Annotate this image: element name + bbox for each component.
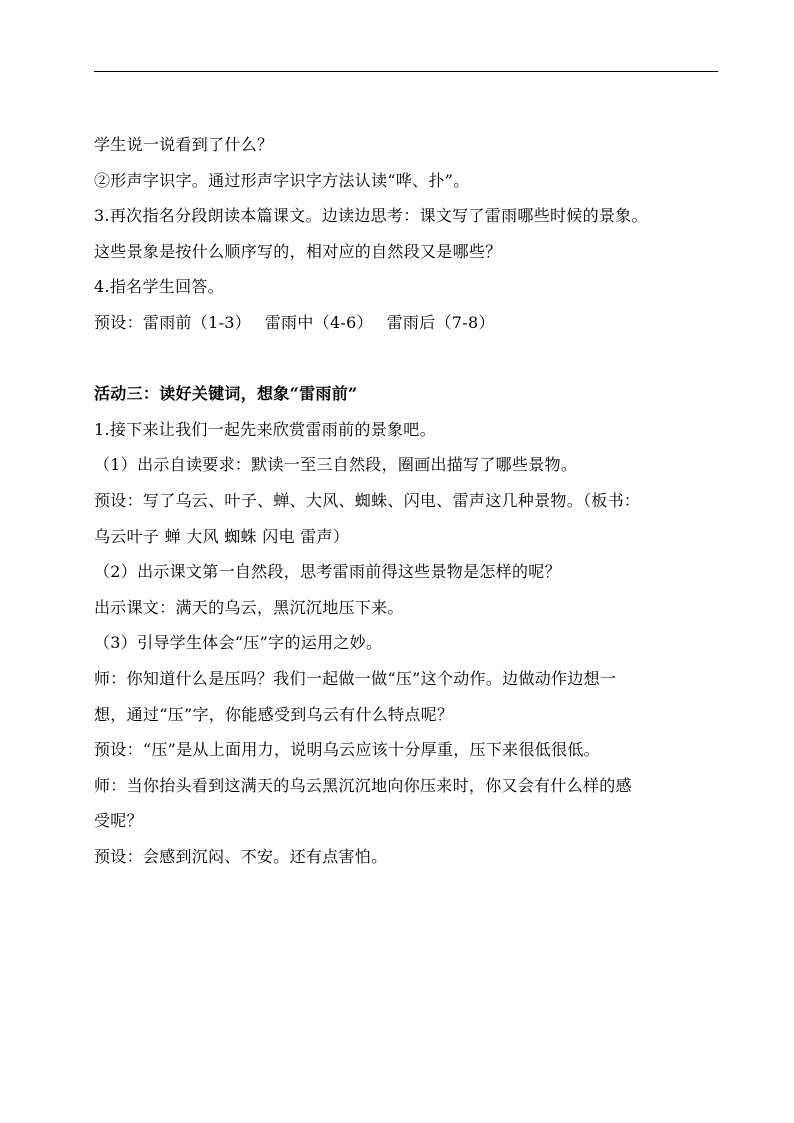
paragraph-line: （3）引导学生体会“压”字的运用之妙。 [94, 633, 383, 653]
paragraph-line: 预设：雷雨前（1-3） 雷雨中（4-6） 雷雨后（7-8） [94, 312, 495, 332]
paragraph-line: 乌云叶子 蝉 大风 蜘蛛 闪电 雷声） [94, 526, 350, 546]
paragraph-line: 预设：写了乌云、叶子、蝉、大风、蜘蛛、闪电、雷声这几种景物。（板书： [94, 490, 641, 510]
paragraph-line: 3.再次指名分段朗读本篇课文。边读边思考：课文写了雷雨哪些时候的景象。 [94, 206, 648, 226]
paragraph-line: 师：你知道什么是压吗？我们一起做一做“压”这个动作。边做动作边想一 [94, 668, 617, 688]
paragraph-line: ②形声字识字。通过形声字识字方法认读“哗、扑”。 [94, 170, 470, 190]
document-body [94, 127, 724, 874]
paragraph-line: 4.指名学生回答。 [94, 277, 224, 297]
paragraph-line: 出示课文：满天的乌云，黑沉沉地压下来。 [94, 597, 404, 617]
paragraph-line: 预设：会感到沉闷、不安。还有点害怕。 [94, 846, 388, 866]
header-rule [94, 71, 718, 72]
section-heading: 活动三：读好关键词，想象“雷雨前” [94, 384, 358, 404]
blank-line [94, 341, 724, 377]
paragraph-line: 受呢？ [94, 811, 143, 831]
paragraph-line: 师：当你抬头看到这满天的乌云黑沉沉地向你压来时，你又会有什么样的感 [94, 775, 632, 795]
paragraph-line: 1.接下来让我们一起先来欣赏雷雨前的景象吧。 [94, 419, 436, 439]
paragraph-line: （1）出示自读要求：默读一至三自然段，圈画出描写了哪些景物。 [94, 455, 578, 475]
paragraph-line: 想，通过“压”字，你能感受到乌云有什么特点呢？ [94, 704, 454, 724]
paragraph-line: 这些景象是按什么顺序写的，相对应的自然段又是哪些？ [94, 241, 502, 261]
paragraph-line: 学生说一说看到了什么？ [94, 135, 274, 154]
paragraph-line: 预设：“压”是从上面用力，说明乌云应该十分厚重，压下来很低很低。 [94, 740, 600, 760]
paragraph-line: （2）出示课文第一自然段，思考雷雨前得这些景物是怎样的呢？ [94, 562, 561, 582]
